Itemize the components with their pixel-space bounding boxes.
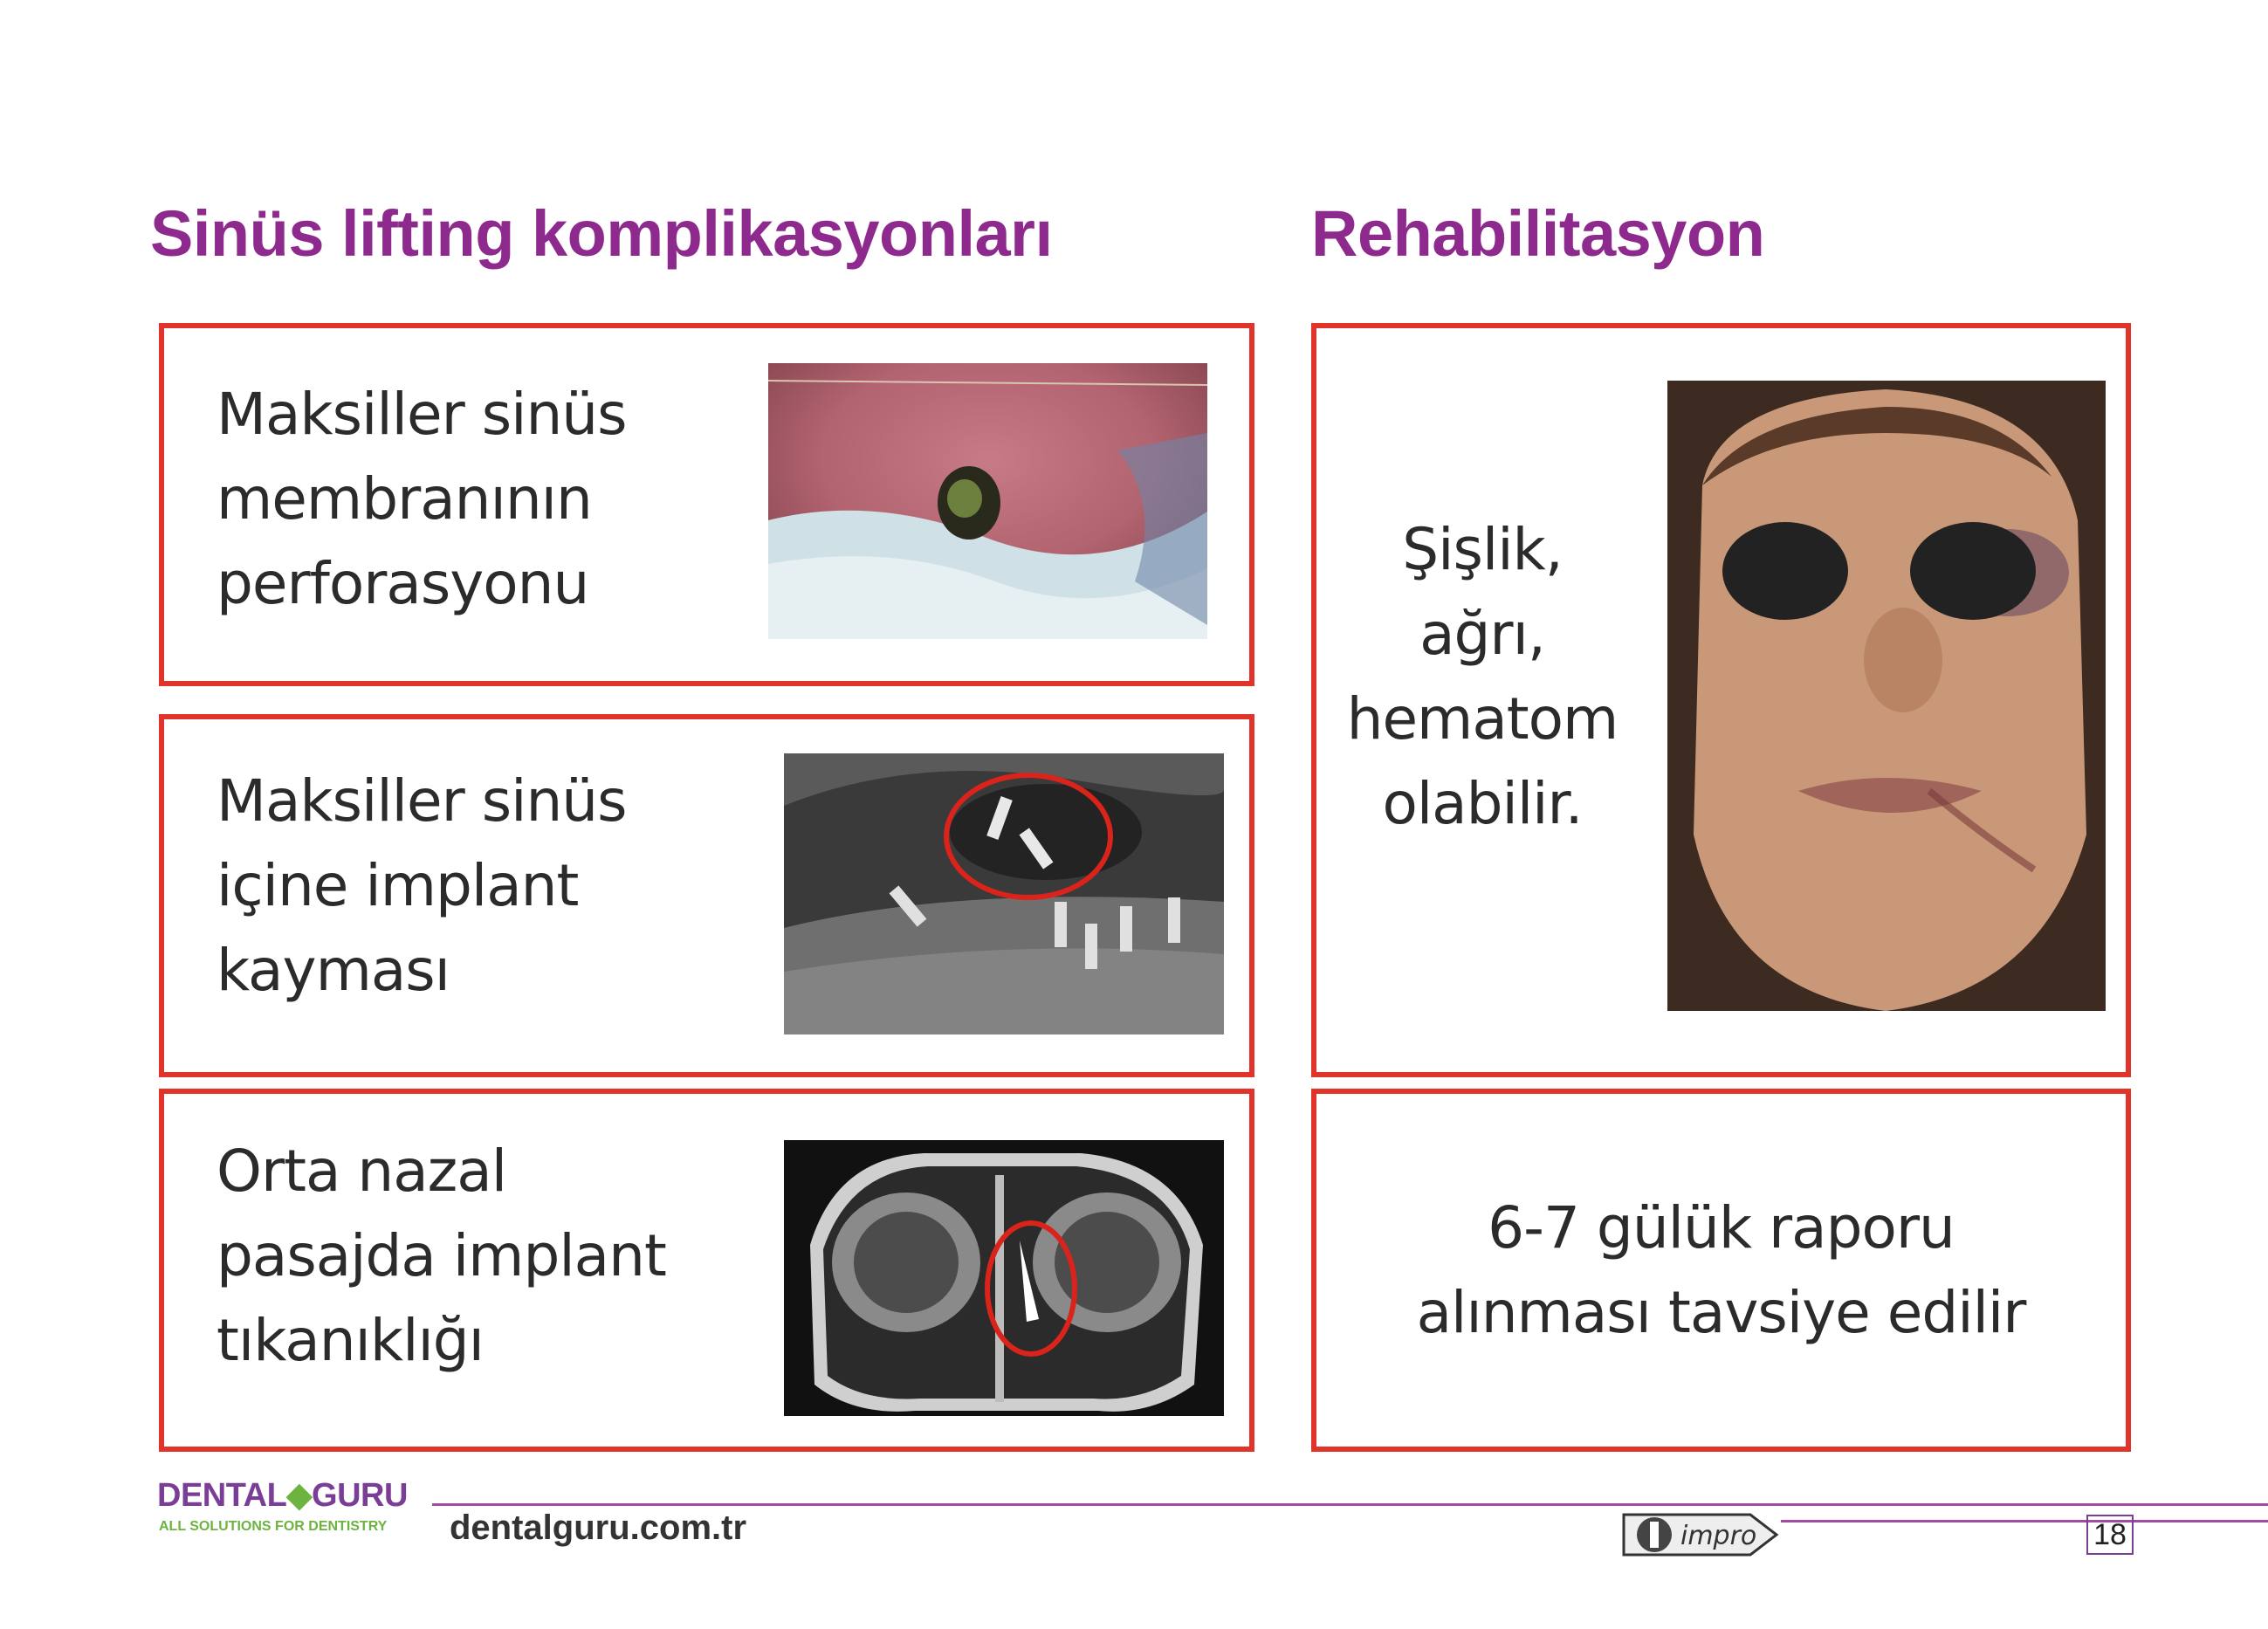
complication-card-nasal-obstruction <box>159 1089 1254 1452</box>
panoramic-xray <box>784 753 1224 1034</box>
card-text: Şişlik, ağrı, hematom olabilir. <box>1346 516 1619 837</box>
section-title-complications: Sinüs lifting komplikasyonları <box>150 197 1053 270</box>
logo-guru-text: GURU <box>312 1477 408 1514</box>
patient-face-hematoma-photo <box>1667 381 2106 1011</box>
complication-card-perforation <box>159 323 1254 686</box>
footer-divider <box>432 1503 2268 1506</box>
rehabilitation-card-symptoms <box>1311 323 2131 1077</box>
complication-card-implant-migration <box>159 714 1254 1077</box>
dental-guru-logo <box>157 1475 436 1554</box>
logo-dental-text: DENTAL <box>157 1477 287 1514</box>
card-text: Maksiller sinüs içine implant kayması <box>216 767 627 1004</box>
tooth-icon: ◆ <box>286 1477 313 1514</box>
intraoral-perforation-photo <box>768 363 1207 639</box>
impro-logo <box>1619 1506 1781 1564</box>
logo-tagline: ALL SOLUTIONS FOR DENTISTRY <box>159 1519 388 1534</box>
card-text: Orta nazal pasajda implant tıkanıklığı <box>216 1138 666 1374</box>
section-title-rehabilitation: Rehabilitasyon <box>1311 197 1765 270</box>
impro-logo-text: impro <box>1680 1521 1757 1551</box>
footer-divider-secondary <box>1781 1520 2268 1522</box>
page-number: 18 <box>2086 1515 2134 1555</box>
rehabilitation-card-medical-report <box>1311 1089 2131 1452</box>
coronal-ct-scan <box>784 1140 1224 1416</box>
card-text: Maksiller sinüs membranının perforasyonu <box>216 381 627 617</box>
website-link[interactable]: dentalguru.com.tr <box>450 1509 747 1547</box>
card-text: 6-7 gülük raporu alınması tavsiye edilir <box>1416 1194 2026 1346</box>
